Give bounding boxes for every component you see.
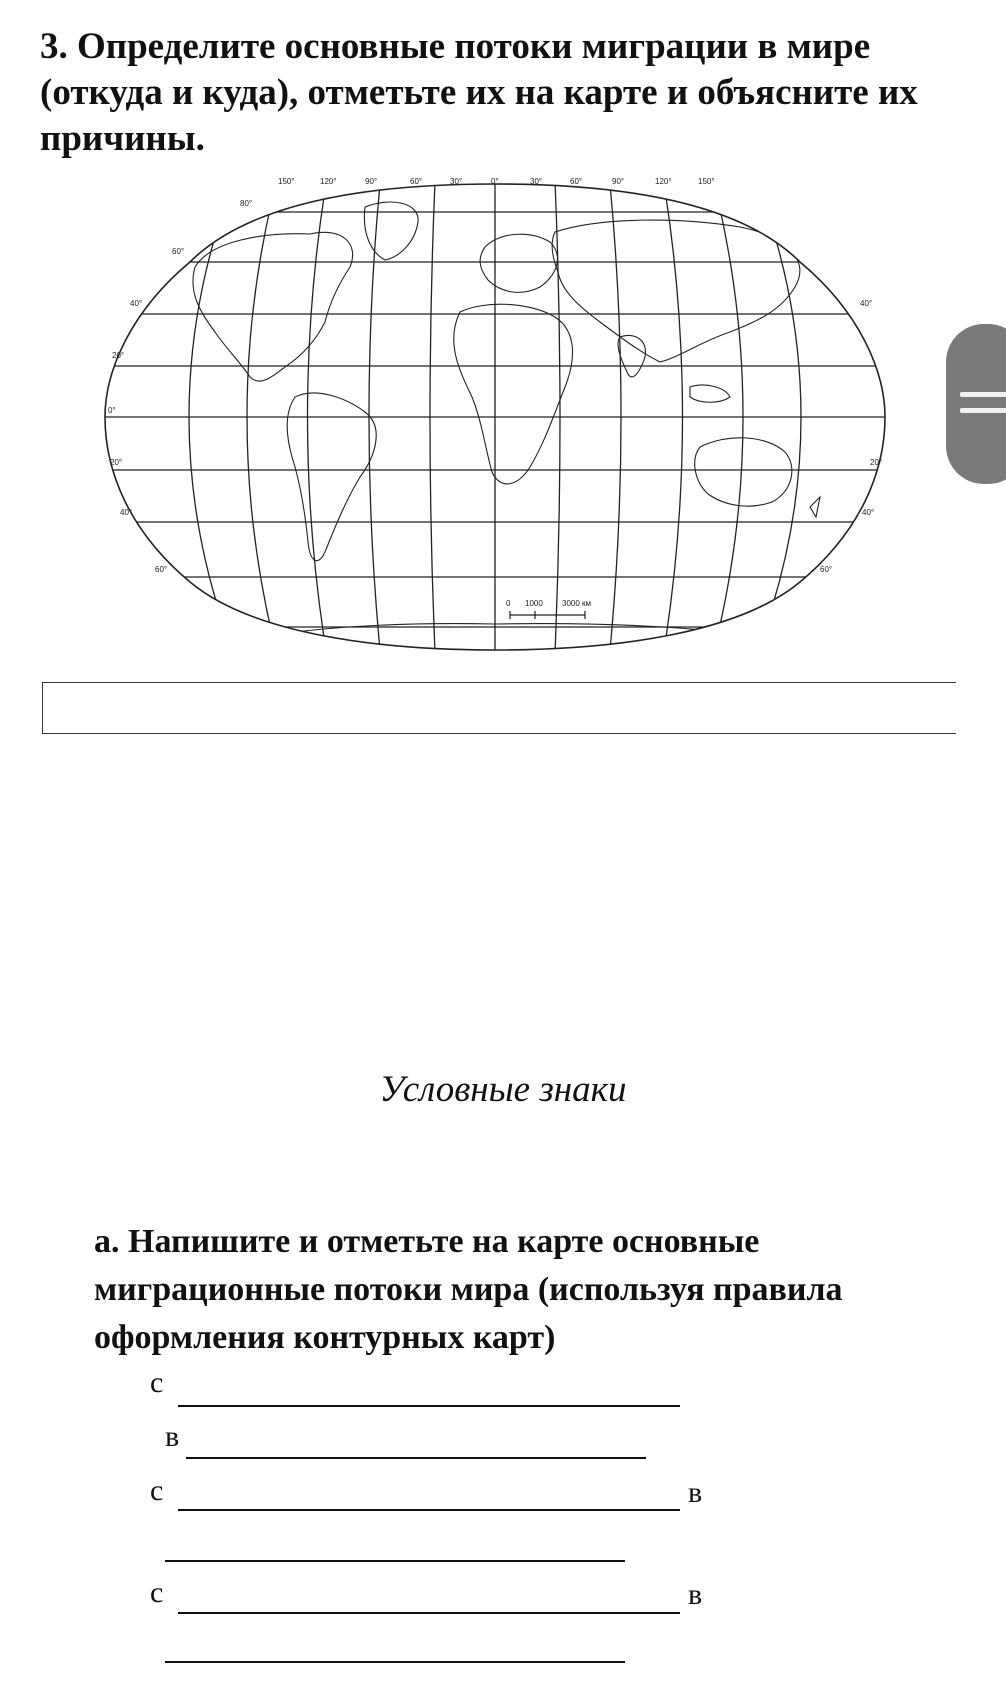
world-contour-map xyxy=(100,172,890,662)
lat-label: 20° xyxy=(870,458,883,467)
lat-label: 0° xyxy=(108,406,116,415)
from-label: с xyxy=(150,1576,164,1609)
answer-line[interactable] xyxy=(186,1457,646,1459)
scroll-handle[interactable] xyxy=(946,324,1006,484)
from-label: с xyxy=(150,1366,164,1399)
lon-label: 90° xyxy=(612,177,625,186)
lon-label: 120° xyxy=(655,177,672,186)
to-label: в xyxy=(165,1420,180,1453)
answer-line[interactable] xyxy=(165,1661,625,1663)
question-text: 3. Определите основные потоки миграции в мире (откуда и куда), отметьте их на карте и объясните их причины. xyxy=(40,26,918,159)
legend-title: Условные знаки xyxy=(379,1069,627,1110)
answer-line[interactable] xyxy=(165,1560,625,1562)
lon-label: 30° xyxy=(450,177,463,186)
lon-label: 150° xyxy=(698,177,715,186)
lat-label: 20° xyxy=(112,351,125,360)
scale-label-1000: 1000 xyxy=(525,599,543,608)
lat-label: 40° xyxy=(862,508,875,517)
lon-label: 150° xyxy=(278,177,295,186)
lon-label: 90° xyxy=(365,177,378,186)
lat-label: 60° xyxy=(172,247,185,256)
answer-line[interactable] xyxy=(178,1509,680,1511)
legend-box[interactable] xyxy=(42,682,956,734)
lat-label: 20° xyxy=(110,458,123,467)
answer-line[interactable] xyxy=(178,1612,680,1614)
answer-line[interactable] xyxy=(178,1405,680,1407)
lat-label: 40° xyxy=(130,299,143,308)
to-label: в xyxy=(688,1578,703,1611)
lon-label: 60° xyxy=(570,177,583,186)
lon-label: 30° xyxy=(530,177,543,186)
lat-label: 60° xyxy=(155,565,168,574)
lat-label: 60° xyxy=(820,565,833,574)
lat-label: 80° xyxy=(240,199,253,208)
lat-label: 40° xyxy=(120,508,133,517)
to-label: в xyxy=(688,1476,703,1509)
lon-label: 60° xyxy=(410,177,423,186)
lon-label: 0° xyxy=(491,177,499,186)
from-label: с xyxy=(150,1474,164,1507)
scale-label-0: 0 xyxy=(506,599,511,608)
lon-label: 120° xyxy=(320,177,337,186)
scale-label-3000: 3000 км xyxy=(562,599,592,608)
task-text: а. Напишите и отметьте на карте основные миграционные потоки мира (используя правила оформления контурных карт) xyxy=(94,1223,843,1356)
lat-label: 40° xyxy=(860,299,873,308)
